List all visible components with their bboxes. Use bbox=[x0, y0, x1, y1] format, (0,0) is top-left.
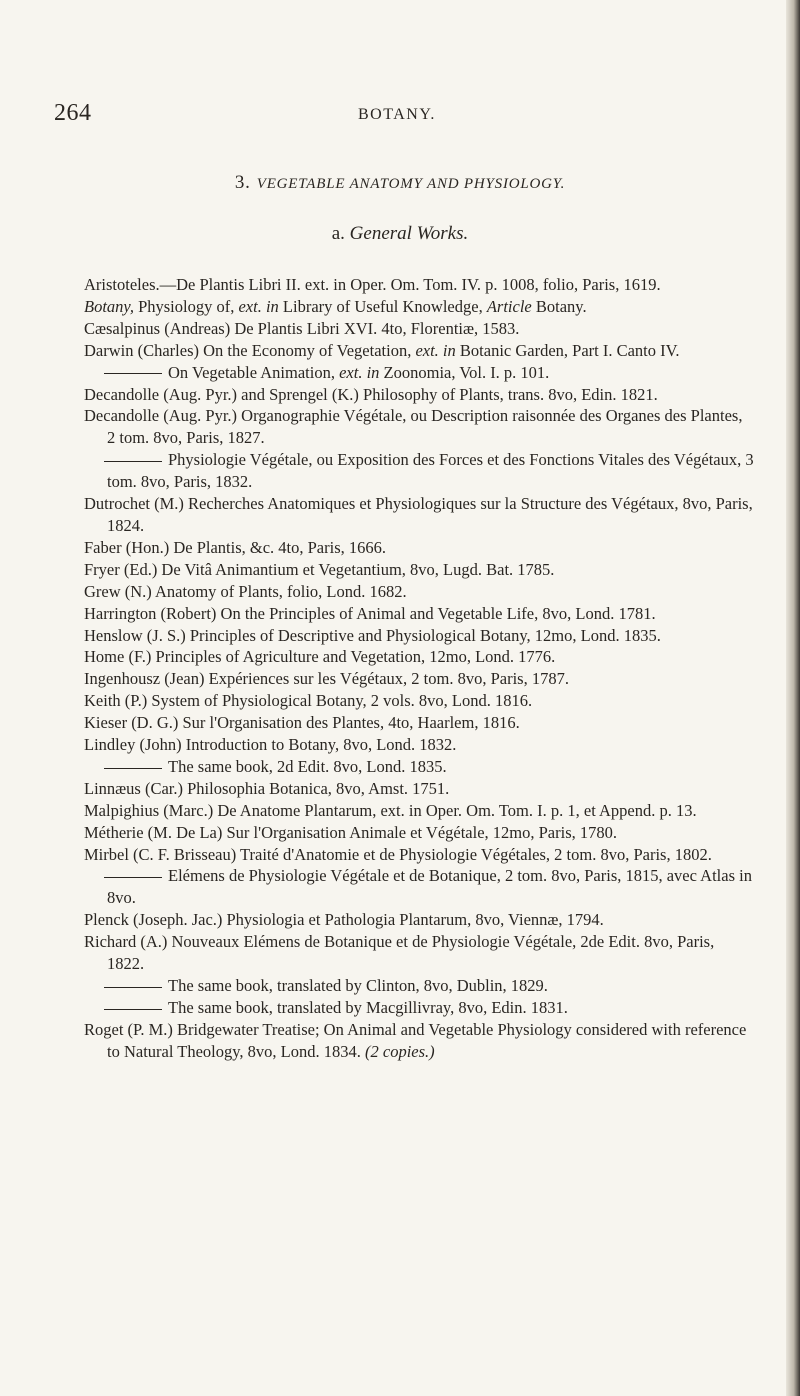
bibliography-entry bbox=[84, 340, 754, 362]
bibliography-entry bbox=[84, 712, 754, 734]
running-title: BOTANY. bbox=[358, 106, 436, 123]
bibliography-entry bbox=[84, 537, 754, 559]
entry-text: The same book, translated by Clinton, 8vo, Dublin, 1829. bbox=[168, 976, 548, 995]
entry-text: Dutrochet (M.) Recherches Anatomiques et Physiologiques sur la Structure des Végétaux, 8vo, Paris, 1824. bbox=[84, 494, 753, 535]
section-title-text: VEGETABLE ANATOMY AND PHYSIOLOGY. bbox=[256, 176, 566, 192]
entry-text: Linnæus (Car.) Philosophia Botanica, 8vo, Amst. 1751. bbox=[84, 778, 450, 798]
entry-text: Harrington (Robert) On the Principles of Animal and Vegetable Life, 8vo, Lond. 1781. bbox=[84, 603, 656, 623]
entry-text: The same book, translated by Macgillivray, 8vo, Edin. 1831. bbox=[168, 997, 568, 1017]
entry-text: ext. in bbox=[415, 340, 456, 360]
entry-text: Faber (Hon.) De Plantis, &c. 4to, Paris, 1666. bbox=[84, 537, 387, 557]
entry-text: ext. in bbox=[238, 296, 279, 316]
entry-text: Decandolle (Aug. Pyr.) and Sprengel (K.) Philosophy of Plants, trans. 8vo, Edin. 1821. bbox=[84, 384, 658, 404]
bibliography-entry bbox=[84, 975, 754, 997]
entry-text: Cæsalpinus (Andreas) De Plantis Libri XVI. 4to, Florentiæ, 1583. bbox=[84, 318, 520, 338]
entry-text: Kieser (D. G.) Sur l'Organisation des Plantes, 4to, Haarlem, 1816. bbox=[84, 713, 520, 733]
bibliography-entry bbox=[84, 405, 754, 449]
bibliography-entry bbox=[84, 559, 754, 581]
bibliography-entry bbox=[84, 1019, 754, 1063]
bibliography-entry bbox=[84, 362, 754, 384]
bibliography-entry bbox=[84, 931, 754, 975]
entry-text: The same book, 2d Edit. 8vo, Lond. 1835. bbox=[168, 756, 447, 776]
bibliography-entry bbox=[84, 865, 754, 909]
bibliography-entry bbox=[84, 844, 754, 866]
bibliography-entry bbox=[84, 603, 754, 625]
ditto-dash bbox=[104, 461, 162, 462]
bibliography-entry bbox=[84, 625, 754, 647]
bibliography-entry bbox=[84, 690, 754, 712]
bibliography-entry bbox=[84, 493, 754, 537]
section-heading bbox=[0, 172, 800, 194]
bibliography-entry bbox=[84, 822, 754, 844]
entry-text: Mirbel (C. F. Brisseau) Traité d'Anatomie et de Physiologie Végétales, 2 tom. 8vo, Paris, 1802. bbox=[84, 844, 712, 864]
bibliography-entry bbox=[84, 449, 754, 493]
bibliography-entry bbox=[84, 318, 754, 340]
entry-text: Grew (N.) Anatomy of Plants, folio, Lond. 1682. bbox=[84, 581, 407, 601]
entry-text: Botany, bbox=[84, 296, 134, 316]
ditto-dash bbox=[104, 1009, 162, 1010]
bibliography-entry bbox=[84, 909, 754, 931]
bibliography-entry bbox=[84, 756, 754, 778]
bibliography-entry bbox=[84, 778, 754, 800]
entry-text: Botanic Garden, Part I. Canto IV. bbox=[455, 340, 680, 360]
entry-text: (2 copies.) bbox=[365, 1041, 435, 1061]
page-edge-shadow bbox=[786, 0, 800, 1396]
entry-text: Article bbox=[486, 296, 532, 316]
ditto-dash bbox=[104, 373, 162, 374]
entry-text: Darwin (Charles) On the Economy of Vegetation, bbox=[84, 340, 416, 360]
entry-text: Lindley (John) Introduction to Botany, 8vo, Lond. 1832. bbox=[84, 735, 457, 755]
section-number: 3. bbox=[234, 172, 251, 193]
entry-text: Richard (A.) Nouveaux Elémens de Botanique et de Physiologie Végétale, 2de Edit. 8vo, Paris, 1822. bbox=[84, 932, 715, 974]
subsection-title-text: General Works. bbox=[349, 223, 469, 244]
entry-text: Aristoteles.—De Plantis Libri II. ext. in Oper. Om. Tom. IV. p. 1008, folio, Paris, 1619. bbox=[84, 275, 661, 294]
subsection-label: a. bbox=[331, 223, 345, 244]
entry-text: Decandolle (Aug. Pyr.) Organographie Végétale, ou Description raisonnée des Organes des Plantes, 2 tom. 8vo, Paris, 1827. bbox=[84, 406, 743, 448]
entry-text: Library of Useful Knowledge, bbox=[278, 296, 487, 316]
bibliography-entry bbox=[84, 734, 754, 756]
bibliography-entry bbox=[84, 384, 754, 406]
entry-text: Home (F.) Principles of Agriculture and Vegetation, 12mo, Lond. 1776. bbox=[84, 647, 556, 667]
entry-text: On Vegetable Animation, bbox=[168, 362, 340, 382]
entry-text: Zoonomia, Vol. I. p. 101. bbox=[379, 362, 550, 382]
entry-text: Botany. bbox=[531, 296, 587, 316]
entry-text: Malpighius (Marc.) De Anatome Plantarum, ext. in Oper. Om. Tom. I. p. 1, et Append. p. 13. bbox=[84, 800, 697, 820]
page-number: 264 bbox=[54, 100, 92, 126]
bibliography-entry bbox=[84, 800, 754, 822]
bibliography-entry bbox=[84, 997, 754, 1019]
bibliography-entry bbox=[84, 646, 754, 668]
bibliography-list bbox=[84, 274, 754, 1063]
ditto-dash bbox=[104, 877, 162, 878]
entry-text: Métherie (M. De La) Sur l'Organisation Animale et Végétale, 12mo, Paris, 1780. bbox=[84, 822, 617, 842]
bibliography-entry bbox=[84, 274, 754, 296]
entry-text: ext. in bbox=[339, 362, 380, 382]
subsection-heading bbox=[0, 223, 800, 245]
ditto-dash bbox=[104, 987, 162, 988]
entry-text: Physiology of, bbox=[133, 296, 239, 316]
entry-text: Fryer (Ed.) De Vitâ Animantium et Vegetantium, 8vo, Lugd. Bat. 1785. bbox=[84, 559, 555, 579]
entry-text: Henslow (J. S.) Principles of Descriptive and Physiological Botany, 12mo, Lond. 1835. bbox=[84, 625, 661, 645]
bibliography-entry bbox=[84, 581, 754, 603]
entry-text: Physiologie Végétale, ou Exposition des Forces et des Fonctions Vitales des Végétaux, 3 tom. 8vo, Paris, 1832. bbox=[107, 450, 754, 492]
bibliography-entry bbox=[84, 296, 754, 318]
entry-text: Keith (P.) System of Physiological Botany, 2 vols. 8vo, Lond. 1816. bbox=[84, 691, 533, 711]
entry-text: Plenck (Joseph. Jac.) Physiologia et Pathologia Plantarum, 8vo, Viennæ, 1794. bbox=[84, 910, 604, 930]
ditto-dash bbox=[104, 768, 162, 769]
entry-text: Roget (P. M.) Bridgewater Treatise; On Animal and Vegetable Physiology considered with reference to Natural Theology, 8vo, Lond. 1834. bbox=[84, 1019, 747, 1061]
entry-text: Ingenhousz (Jean) Expériences sur les Végétaux, 2 tom. 8vo, Paris, 1787. bbox=[84, 669, 569, 689]
entry-text: Elémens de Physiologie Végétale et de Botanique, 2 tom. 8vo, Paris, 1815, avec Atlas in 8vo. bbox=[107, 866, 752, 908]
bibliography-entry bbox=[84, 668, 754, 690]
